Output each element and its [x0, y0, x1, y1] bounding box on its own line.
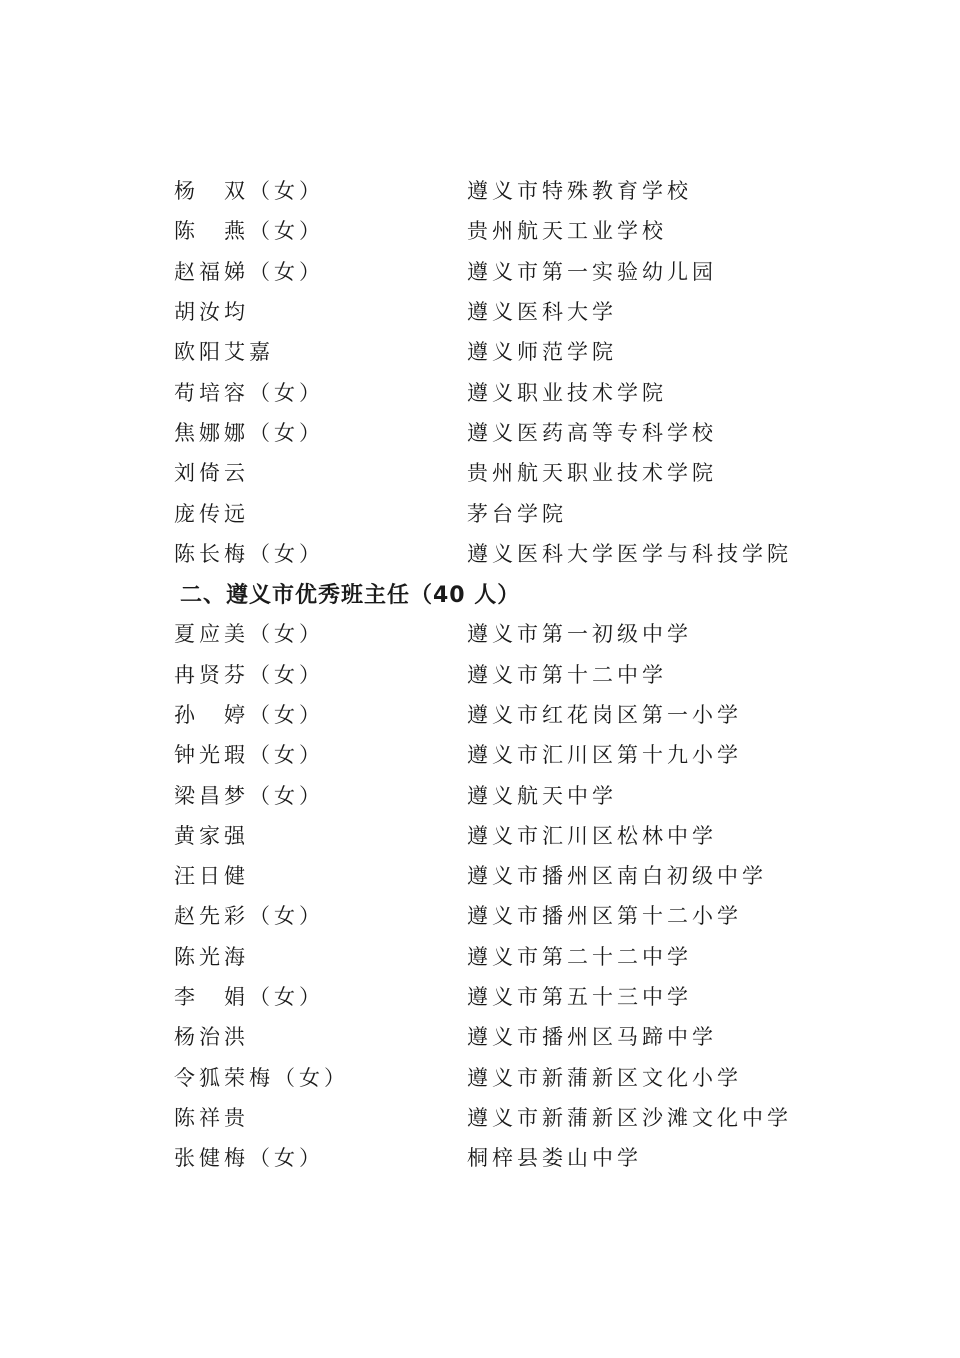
person-name: 赵福娣（女）	[174, 259, 324, 284]
work-unit: 遵义市新蒲新区文化小学	[467, 1065, 742, 1090]
work-unit: 遵义市第二十二中学	[467, 944, 692, 969]
list-item	[174, 694, 874, 734]
person-name: 杨治洪	[174, 1025, 249, 1050]
work-unit: 遵义医科大学	[467, 300, 617, 325]
person-name: 欧阳艾嘉	[174, 340, 274, 365]
list-item	[174, 251, 874, 291]
list-item	[174, 774, 874, 814]
work-unit: 贵州航天工业学校	[467, 219, 667, 244]
person-name: 庞传远	[174, 501, 249, 526]
work-unit: 遵义市汇川区松林中学	[467, 823, 717, 848]
person-name: 孙 婷（女）	[174, 703, 324, 727]
person-name: 钟光瑕（女）	[174, 743, 324, 768]
list-item	[174, 815, 874, 855]
list-item	[174, 331, 874, 371]
list-item	[174, 412, 874, 452]
person-name: 陈光海	[174, 944, 249, 969]
list-item	[174, 210, 874, 250]
person-name: 焦娜娜（女）	[174, 420, 324, 445]
list-item	[174, 1137, 874, 1177]
list-item	[174, 654, 874, 694]
list-item	[174, 1097, 874, 1137]
person-name: 胡汝均	[174, 300, 249, 325]
work-unit: 桐梓县娄山中学	[467, 1146, 642, 1171]
work-unit: 遵义市播州区南白初级中学	[467, 864, 767, 889]
person-name: 令狐荣梅（女）	[174, 1065, 349, 1090]
list-item	[174, 895, 874, 935]
list-item	[174, 734, 874, 774]
list-item	[174, 1016, 874, 1056]
list-item	[174, 492, 874, 532]
work-unit: 遵义市新蒲新区沙滩文化中学	[467, 1105, 792, 1130]
person-name: 李 娟（女）	[174, 985, 324, 1010]
person-name: 刘倚云	[174, 461, 249, 486]
work-unit: 茅台学院	[467, 501, 567, 526]
work-unit: 遵义市第五十三中学	[467, 985, 692, 1010]
list-item	[174, 371, 874, 411]
person-name: 陈 燕（女）	[174, 219, 324, 244]
list-item	[174, 976, 874, 1016]
person-name: 夏应美（女）	[174, 622, 324, 647]
work-unit: 遵义市第十二中学	[467, 662, 667, 687]
work-unit: 遵义航天中学	[467, 783, 617, 808]
list-item	[174, 1057, 874, 1097]
person-name: 黄家强	[174, 823, 249, 848]
person-name: 陈长梅（女）	[174, 541, 324, 566]
work-unit: 遵义师范学院	[467, 340, 617, 365]
list-item	[174, 936, 874, 976]
person-name: 苟培容（女）	[174, 380, 324, 405]
list-item	[174, 855, 874, 895]
person-name: 梁昌梦（女）	[174, 783, 324, 808]
work-unit: 遵义市汇川区第十九小学	[467, 743, 742, 768]
work-unit: 遵义医药高等专科学校	[467, 420, 717, 445]
person-name: 汪日健	[174, 864, 249, 889]
work-unit: 贵州航天职业技术学院	[467, 461, 717, 486]
list-item	[174, 170, 874, 210]
list-item	[174, 452, 874, 492]
work-unit: 遵义职业技术学院	[467, 380, 667, 405]
work-unit: 遵义市播州区第十二小学	[467, 904, 742, 929]
person-name: 陈祥贵	[174, 1105, 249, 1130]
work-unit: 遵义市播州区马蹄中学	[467, 1025, 717, 1050]
person-name: 赵先彩（女）	[174, 904, 324, 929]
person-name: 张健梅（女）	[174, 1146, 324, 1171]
list-item	[174, 533, 874, 573]
work-unit: 遵义医科大学医学与科技学院	[467, 541, 792, 566]
work-unit: 遵义市第一初级中学	[467, 622, 692, 647]
work-unit: 遵义市红花岗区第一小学	[467, 703, 742, 727]
section-heading: 二、遵义市优秀班主任（40 人）	[180, 582, 521, 608]
list-item	[174, 613, 874, 653]
person-name: 冉贤芬（女）	[174, 662, 324, 687]
person-name: 杨 双（女）	[174, 179, 324, 204]
work-unit: 遵义市特殊教育学校	[467, 179, 692, 204]
awardee-list	[174, 170, 874, 1177]
work-unit: 遵义市第一实验幼儿园	[467, 259, 717, 284]
list-item	[174, 291, 874, 331]
